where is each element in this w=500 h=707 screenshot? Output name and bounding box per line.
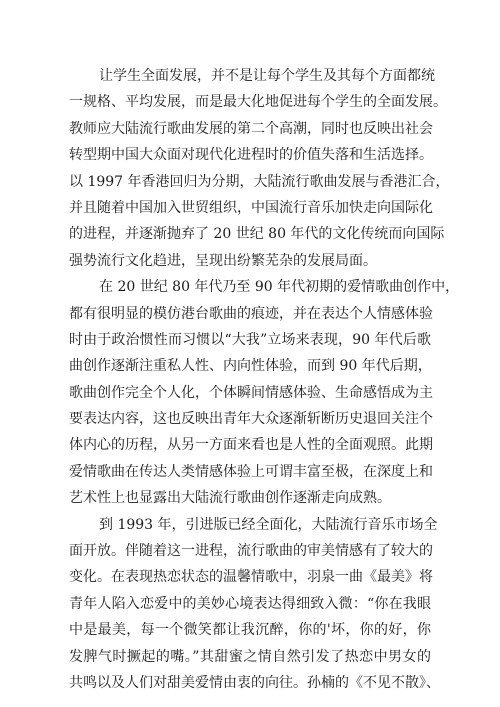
text-line: 教师应大陆流行歌曲发展的第二个高潮，同时也反映出社会 bbox=[69, 120, 433, 137]
text-line: 都有很明显的模仿港台歌曲的痕迹，并在表达个人情感体验 bbox=[69, 305, 433, 322]
paragraph-3 bbox=[69, 512, 440, 697]
paragraph-1 bbox=[69, 63, 450, 274]
text-line: 爱情歌曲在传达人类情感体验上可谓丰富至极，在深度上和 bbox=[69, 463, 433, 480]
text-line: 曲创作逐渐注重私人性、内向性体验，而到 90 年代后期， bbox=[69, 358, 432, 375]
text-line: 变化。在表现热恋状态的温馨情歌中，羽泉一曲《最美》将 bbox=[69, 569, 433, 586]
text-line: 以 1997 年香港回归为分期，大陆流行歌曲发展与香港汇合， bbox=[69, 173, 450, 190]
text-line: 并且随着中国加入世贸组织，中国流行音乐加快走向国际化 bbox=[69, 199, 433, 216]
text-line: 一规格、平均发展，而是最大化地促进每个学生的全面发展。 bbox=[69, 94, 447, 111]
text-line: 的进程，并逐渐抛弃了 20 世纪 80 年代的文化传统而向国际 bbox=[69, 226, 445, 243]
body-text bbox=[69, 63, 460, 696]
text-line: 歌曲创作完全个人化，个体瞬间情感体验、生命感悟成为主 bbox=[69, 384, 433, 401]
text-line: 要表达内容，这也反映出青年大众逐渐斩断历史退回关注个 bbox=[69, 411, 433, 428]
text-line: 中是最美，每一个微笑都让我沉醉，你的'坏，你的好，你 bbox=[69, 622, 431, 639]
text-line: 在 20 世纪 80 年代乃至 90 年代初期的爱情歌曲创作中， bbox=[99, 279, 460, 296]
text-line: 青年人陷入恋爱中的美妙心境表达得细致入微：“你在我眼 bbox=[69, 595, 431, 612]
text-line: 艺术性上也显露出大陆流行歌曲创作逐渐走向成熟。 bbox=[69, 490, 391, 507]
text-line: 发脾气时撅起的嘴。”其甜蜜之情自然引发了热恋中男女的 bbox=[69, 648, 431, 665]
text-line: 让学生全面发展，并不是让每个学生及其每个方面都统 bbox=[99, 68, 435, 84]
text-line: 面开放。伴随着这一进程，流行歌曲的审美情感有了较大的 bbox=[69, 543, 433, 560]
text-line: 共鸣以及人们对甜美爱情由衷的向往。孙楠的《不见不散》、 bbox=[69, 674, 440, 691]
text-line: 转型期中国大众面对现代化进程时的价值失落和生活选择。 bbox=[69, 147, 433, 164]
text-line: 强势流行文化趋进，呈现出纷繁芜杂的发展局面。 bbox=[69, 252, 377, 269]
text-line: 到 1993 年，引进版已经全面化，大陆流行音乐市场全 bbox=[99, 516, 438, 533]
text-line: 体内心的历程，从另一方面来看也是人性的全面观照。此期 bbox=[69, 437, 433, 454]
paragraph-2 bbox=[69, 274, 460, 512]
text-line: 时由于政治惯性而习惯以“大我”立场来表现，90 年代后歌 bbox=[69, 331, 431, 348]
